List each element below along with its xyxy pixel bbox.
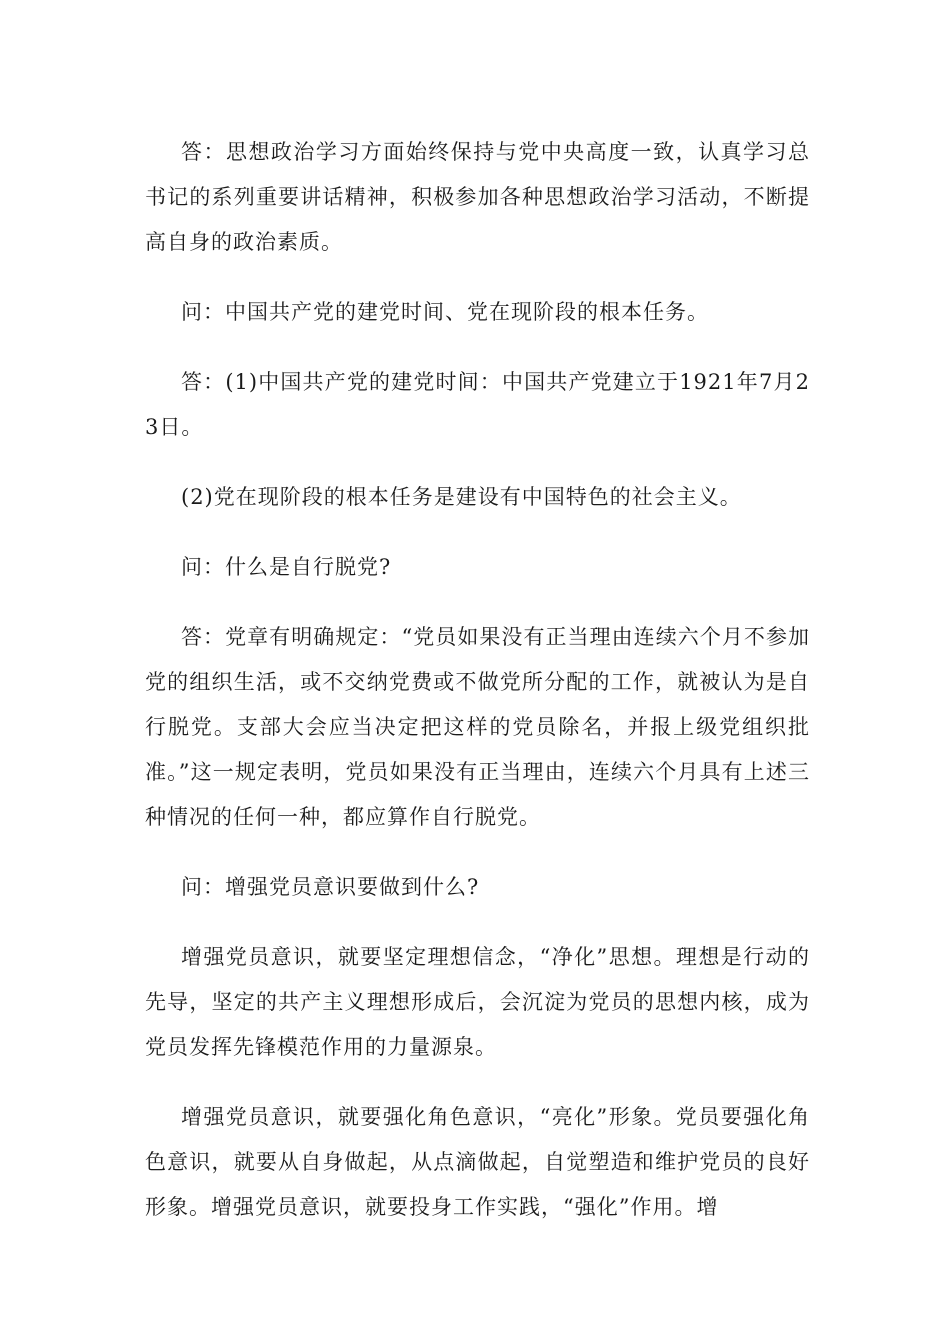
paragraph-ideals: 增强党员意识，就要坚定理想信念，“净化”思想。理想是行动的先导，坚定的共产主义理想形成后，会沉淀为党员的思想内核，成为党员发挥先锋模范作用的力量源泉。 (145, 945, 810, 1059)
paragraph-question-party-awareness: 问：增强党员意识要做到什么? (181, 875, 480, 899)
paragraph-answer-fundamental-task: (2)党在现阶段的根本任务是建设有中国特色的社会主义。 (181, 485, 742, 509)
paragraph-answer-political-study: 答：思想政治学习方面始终保持与党中央高度一致，认真学习总书记的系列重要讲话精神，积极参加各种思想政治学习活动，不断提高自身的政治素质。 (145, 140, 810, 254)
paragraph-question-founding: 问：中国共产党的建党时间、党在现阶段的根本任务。 (181, 300, 709, 324)
paragraph-answer-founding-date: 答：(1)中国共产党的建党时间：中国共产党建立于1921年7月23日。 (145, 370, 810, 439)
paragraph-answer-leaving-party: 答：党章有明确规定：“党员如果没有正当理由连续六个月不参加党的组织生活，或不交纳党费或不做党所分配的工作，就被认为是自行脱党。支部大会应当决定把这样的党员除名，并报上级党组织批准。”这一规定表明，党员如果没有正当理由，连续六个月具有上述三种情况的任何一种，都应算作自行脱党。 (145, 625, 810, 829)
paragraph-question-leaving-party: 问：什么是自行脱党? (181, 555, 392, 579)
document-body (145, 130, 810, 1255)
paragraph-role-awareness: 增强党员意识，就要强化角色意识，“亮化”形象。党员要强化角色意识，就要从自身做起，从点滴做起，自觉塑造和维护党员的良好形象。增强党员意识，就要投身工作实践，“强化”作用。增 (145, 1105, 810, 1219)
